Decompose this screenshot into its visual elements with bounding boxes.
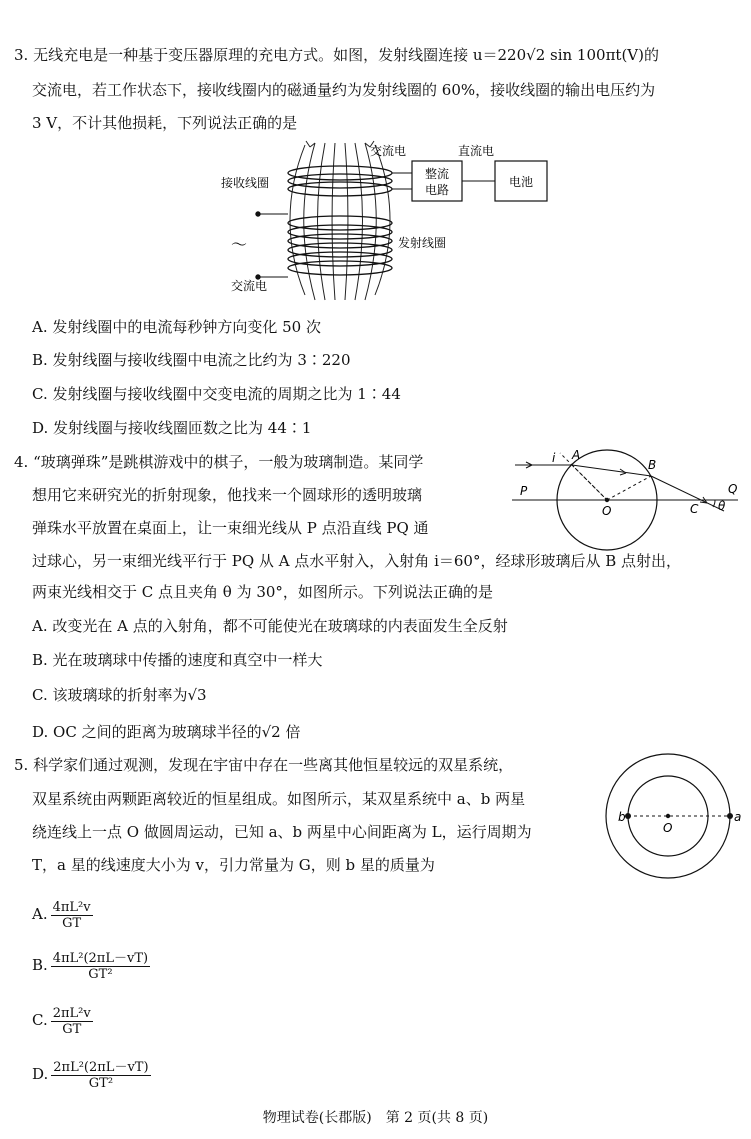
star-b-dot	[625, 813, 631, 819]
q5-stem-line-1: 5. 科学家们通过观测，发现在宇宙中存在一些离其他恒星较远的双星系统，	[14, 756, 514, 774]
label-o: O	[663, 821, 673, 835]
q4-option-a: A. 改变光在 A 点的入射角，都不可能使光在玻璃球的内表面发生全反射	[32, 617, 508, 635]
refracted-ray-in-sphere	[572, 465, 651, 476]
q4-stem-line-4: 过球心，另一束细光线平行于 PQ 从 A 点水平射入，入射角 i＝60°，经球形玻璃后从 B 点射出，	[32, 552, 682, 570]
q5-stem-line-4: T，a 星的线速度大小为 v，引力常量为 G，则 b 星的质量为	[32, 856, 435, 874]
option-fraction	[51, 951, 150, 982]
label-c: C	[690, 502, 699, 516]
q5-stem-line-3: 绕连线上一点 O 做圆周运动，已知 a、b 两星中心间距离为 L，运行周期为	[32, 823, 532, 841]
numerator: 4πL²(2πL－vT)	[52, 950, 149, 966]
label-i: i	[552, 451, 556, 465]
center-o-dot	[605, 498, 609, 502]
label-theta: θ	[718, 499, 726, 513]
label-b: b	[618, 810, 626, 824]
transmitting-coil-label: 发射线圈	[398, 236, 447, 250]
receiving-coil	[288, 166, 392, 196]
q3-option-d: D. 发射线圈与接收线圈匝数之比为 44∶1	[32, 419, 312, 437]
denominator: GT	[62, 915, 82, 931]
q3-option-a: A. 发射线圈中的电流每秒钟方向变化 50 次	[32, 318, 321, 336]
q4-option-c: C. 该玻璃球的折射率为√3	[32, 686, 207, 704]
receiving-coil-label: 接收线圈	[221, 176, 270, 190]
q4-option-d: D. OC 之间的距离为玻璃球半径的√2 倍	[32, 723, 301, 741]
ac-top-label: 交流电	[370, 144, 407, 158]
radius-ob	[607, 476, 651, 500]
battery-label: 电池	[508, 175, 534, 189]
option-fraction	[51, 900, 93, 931]
rectifier-label-2: 电路	[424, 183, 450, 197]
denominator: GT	[62, 1021, 82, 1037]
numerator: 2πL²v	[52, 1005, 91, 1021]
q3-wireless-charging-figure	[215, 135, 555, 305]
dc-label: 直流电	[458, 144, 495, 158]
ac-bottom-label: 交流电	[231, 279, 268, 293]
label-p: P	[520, 484, 528, 498]
page-footer: 物理试卷(长郡版) 第 2 页(共 8 页)	[262, 1110, 489, 1126]
option-fraction	[51, 1006, 93, 1037]
denominator: GT²	[88, 1075, 114, 1091]
denominator: GT²	[88, 966, 113, 982]
center-o-dot	[666, 814, 670, 818]
ac-source-tilde: ～	[231, 235, 248, 254]
option-label: B.	[32, 956, 48, 974]
q4-stem-line-5: 两束光线相交于 C 点且夹角 θ 为 30°，如图所示。下列说法正确的是	[32, 583, 493, 601]
numerator: 4πL²v	[52, 899, 91, 915]
star-a-dot	[727, 813, 733, 819]
option-label: D.	[32, 1065, 49, 1083]
q4-stem-line-2: 想用它来研究光的折射现象，他找来一个圆球形的透明玻璃	[32, 486, 423, 504]
q5-stem-line-2: 双星系统由两颗距离较近的恒星组成。如图所示，某双星系统中 a、b 两星	[32, 790, 526, 808]
label-a: a	[734, 810, 742, 824]
chord-dash	[572, 465, 607, 500]
q4-stem-line-3: 弹珠水平放置在桌面上，让一束细光线从 P 点沿直线 PQ 通	[32, 519, 429, 537]
q5-option-a	[32, 897, 93, 931]
q3-stem-line-2: 交流电，若工作状态下，接收线圈内的磁通量约为发射线圈的 60%，接收线圈的输出电压约为	[32, 81, 656, 99]
q3-option-c: C. 发射线圈与接收线圈中交变电流的周期之比为 1∶44	[32, 385, 401, 403]
emergent-ray	[651, 476, 724, 511]
label-o: O	[602, 504, 612, 518]
q5-option-b	[32, 948, 150, 982]
rectifier-label-1: 整流	[424, 167, 450, 181]
normal-at-a	[560, 453, 607, 500]
label-b: B	[648, 458, 657, 472]
option-fraction	[51, 1060, 150, 1091]
q5-binary-star-figure	[600, 748, 750, 898]
q5-option-d	[32, 1057, 151, 1091]
label-q: Q	[728, 482, 738, 496]
q5-option-c	[32, 1003, 93, 1037]
q4-stem-line-1: 4. “玻璃弹珠”是跳棋游戏中的棋子，一般为玻璃制造。某同学	[14, 453, 424, 471]
numerator: 2πL²(2πL－vT)	[53, 1059, 149, 1075]
option-label: A.	[32, 905, 48, 923]
q3-option-b: B. 发射线圈与接收线圈中电流之比约为 3∶220	[32, 351, 351, 369]
q3-stem-line-1: 3. 无线充电是一种基于变压器原理的充电方式。如图，发射线圈连接 u＝220√2 sin 100πt(V)的	[14, 46, 659, 64]
magnetic-field-lines	[290, 141, 390, 300]
option-label: C.	[32, 1011, 48, 1029]
q3-stem-line-3: 3 V，不计其他损耗，下列说法正确的是	[32, 114, 298, 132]
label-a: A	[572, 448, 581, 462]
q4-option-b: B. 光在玻璃球中传播的速度和真空中一样大	[32, 651, 323, 669]
